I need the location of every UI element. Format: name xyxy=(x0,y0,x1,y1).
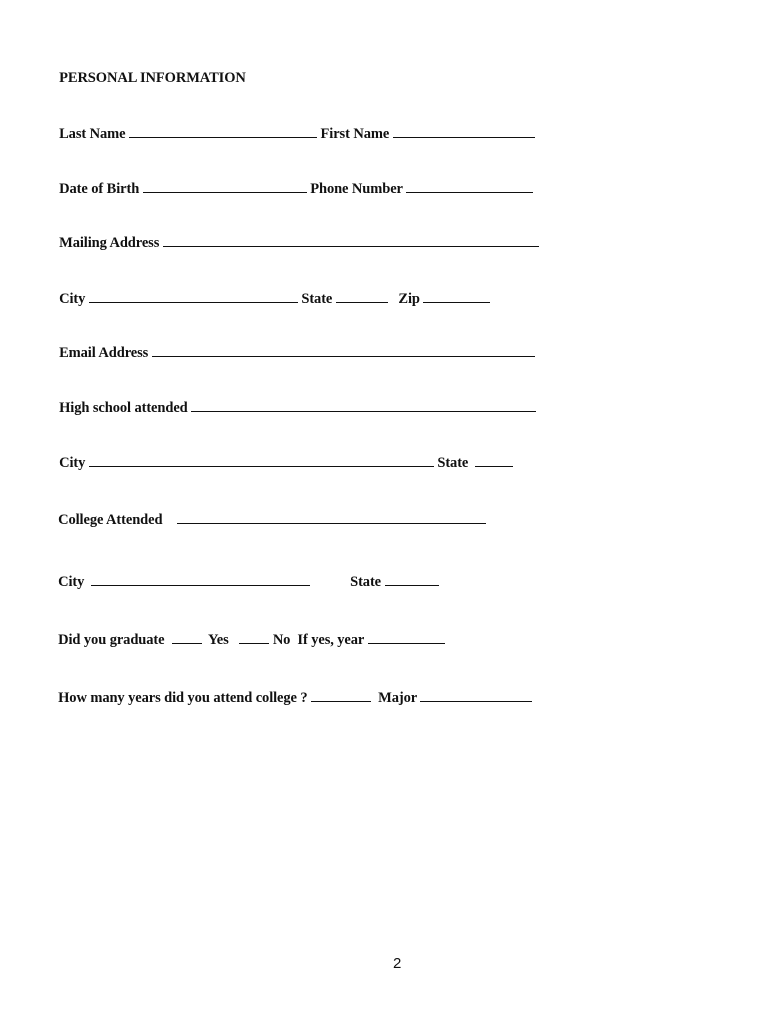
years-attended-field[interactable] xyxy=(311,687,371,702)
graduate-label: Did you graduate xyxy=(58,632,165,648)
state-label: State xyxy=(301,291,333,307)
mailing-address-row xyxy=(45,214,539,270)
hs-city-field[interactable] xyxy=(89,452,434,467)
last-name-field[interactable] xyxy=(129,123,317,138)
city-field[interactable] xyxy=(89,288,298,303)
dob-field[interactable] xyxy=(143,178,307,193)
college-state-field[interactable] xyxy=(385,571,439,586)
hs-state-field[interactable] xyxy=(475,452,513,467)
state-field[interactable] xyxy=(336,288,388,303)
years-major-row xyxy=(44,669,532,725)
high-school-field[interactable] xyxy=(191,397,536,412)
section-heading xyxy=(45,51,246,105)
phone-label: Phone Number xyxy=(310,181,403,197)
if-yes-year-label: If yes, year xyxy=(297,632,364,648)
high-school-row xyxy=(45,379,536,435)
college-row xyxy=(44,491,486,547)
graduate-yes-field[interactable] xyxy=(172,629,202,644)
email-field[interactable] xyxy=(152,342,535,357)
college-state-label: State xyxy=(350,574,382,590)
dob-phone-row xyxy=(45,160,533,216)
college-field[interactable] xyxy=(177,509,486,524)
graduation-year-field[interactable] xyxy=(368,629,445,644)
major-label: Major xyxy=(378,690,417,706)
high-school-label: High school attended xyxy=(59,400,188,416)
last-name-label: Last Name xyxy=(59,126,126,142)
hs-city-state-row xyxy=(45,434,513,490)
city-label: City xyxy=(59,291,86,307)
major-field[interactable] xyxy=(420,687,532,702)
heading-text: PERSONAL INFORMATION xyxy=(59,70,246,86)
years-attended-label: How many years did you attend college ? xyxy=(58,690,308,706)
mailing-address-label: Mailing Address xyxy=(59,235,160,251)
graduate-no-field[interactable] xyxy=(239,629,269,644)
zip-label: Zip xyxy=(398,291,420,307)
page-number: 2 xyxy=(393,955,402,972)
first-name-field[interactable] xyxy=(393,123,535,138)
name-row xyxy=(45,105,535,161)
no-label: No xyxy=(272,632,291,648)
college-city-field[interactable] xyxy=(91,571,310,586)
college-city-state-row xyxy=(44,553,310,609)
hs-city-label: City xyxy=(59,455,86,471)
zip-field[interactable] xyxy=(423,288,490,303)
college-label: College Attended xyxy=(58,512,163,528)
college-state-group xyxy=(336,553,439,609)
first-name-label: First Name xyxy=(320,126,390,142)
college-city-label: City xyxy=(58,574,85,590)
email-label: Email Address xyxy=(59,345,149,361)
email-row xyxy=(45,324,535,380)
yes-label: Yes xyxy=(208,632,229,648)
city-state-zip-row xyxy=(45,270,490,326)
hs-state-label: State xyxy=(437,455,469,471)
phone-field[interactable] xyxy=(406,178,533,193)
mailing-address-field[interactable] xyxy=(163,232,539,247)
dob-label: Date of Birth xyxy=(59,181,140,197)
graduate-row xyxy=(44,611,445,667)
